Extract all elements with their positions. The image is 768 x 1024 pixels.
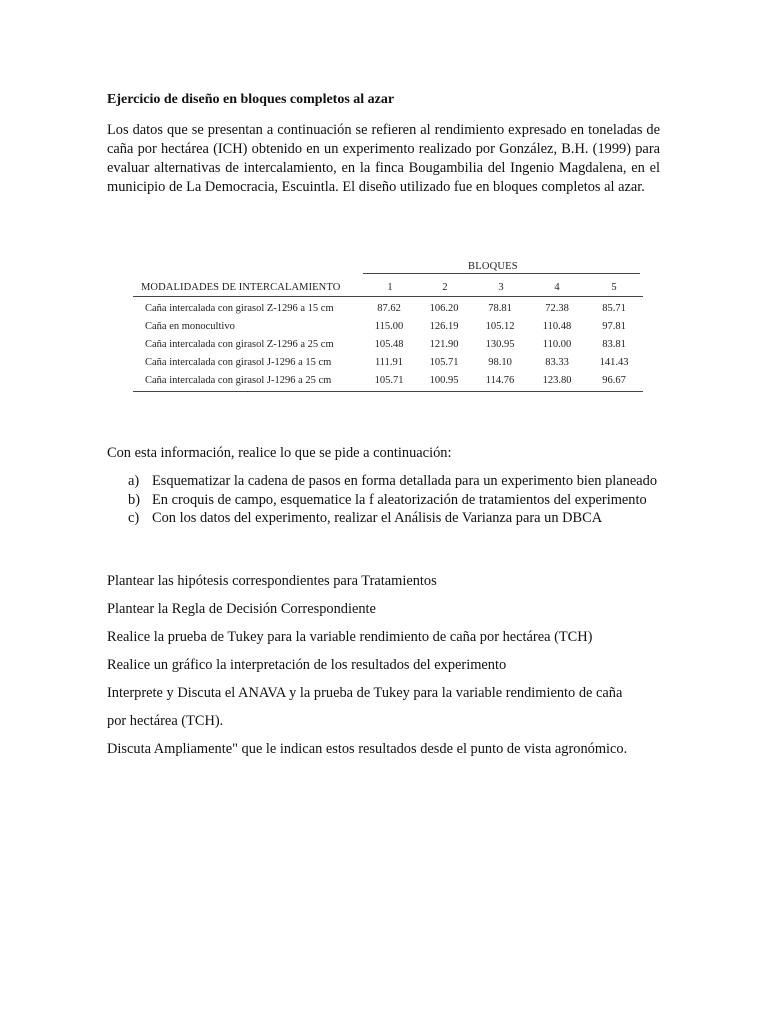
table-cell: 72.38	[545, 303, 569, 314]
table-row	[133, 321, 643, 339]
table-rule-header	[133, 296, 643, 297]
list-item	[107, 510, 660, 528]
paragraph: por hectárea (TCH).	[107, 713, 224, 729]
list-item-text: En croquis de campo, esquematice la f aleatorización de tratamientos del experimento	[152, 491, 647, 508]
paragraph: Plantear la Regla de Decisión Correspondiente	[107, 601, 376, 617]
data-table	[133, 258, 643, 394]
table-row-header: MODALIDADES DE INTERCALAMIENTO	[141, 282, 341, 293]
paragraph: Plantear las hipótesis correspondientes para Tratamientos	[107, 573, 437, 589]
table-cell: 106.20	[429, 303, 459, 314]
list-marker: c)	[128, 510, 140, 526]
paragraph: Discuta Ampliamente" que le indican estos resultados desde el punto de vista agronómico.	[107, 741, 628, 757]
table-row-label: Caña en monocultivo	[145, 321, 235, 332]
document-title: Ejercicio de diseño en bloques completos al azar	[107, 92, 395, 107]
table-cell: 98.10	[488, 357, 512, 368]
list-marker: b)	[128, 491, 140, 508]
table-cell: 114.76	[485, 375, 515, 386]
table-column-header: 5	[611, 282, 617, 293]
table-cell: 87.62	[377, 303, 401, 314]
table-column-header: 2	[442, 282, 448, 293]
list-item-text: Con los datos del experimento, realizar el Análisis de Varianza para un DBCA	[152, 510, 603, 526]
table-cell: 105.12	[485, 321, 515, 332]
table-cell: 115.00	[374, 321, 404, 332]
table-cell: 85.71	[602, 303, 626, 314]
table-rule-bottom	[133, 391, 643, 392]
table-column-header: 4	[554, 282, 560, 293]
table-group-header: BLOQUES	[468, 261, 518, 272]
list-item-text: Esquematizar la cadena de pasos en forma detallada para un experimento bien planeado	[152, 473, 658, 489]
table-cell: 110.00	[542, 339, 572, 350]
table-row	[133, 357, 643, 375]
table-row-label: Caña intercalada con girasol Z-1296 a 25 cm	[145, 339, 334, 350]
list-marker: a)	[128, 473, 140, 489]
task-list	[107, 473, 660, 529]
table-cell: 111.91	[374, 357, 404, 368]
table-row-label: Caña intercalada con girasol J-1296 a 15 cm	[145, 357, 332, 368]
table-cell: 105.71	[374, 375, 404, 386]
table-cell: 105.71	[429, 357, 459, 368]
instructions-intro: Con esta información, realice lo que se pide a continuación:	[107, 445, 452, 461]
table-cell: 97.81	[602, 321, 626, 332]
table-row	[133, 339, 643, 357]
table-cell: 83.33	[545, 357, 569, 368]
table-row-label: Caña intercalada con girasol J-1296 a 25 cm	[145, 375, 332, 386]
table-cell: 130.95	[485, 339, 515, 350]
table-rule-bloques	[363, 273, 640, 274]
table-cell: 105.48	[374, 339, 404, 350]
table-cell: 121.90	[429, 339, 459, 350]
table-cell: 78.81	[488, 303, 512, 314]
table-row	[133, 303, 643, 321]
list-item	[107, 492, 660, 510]
table-cell: 100.95	[429, 375, 459, 386]
paragraph: Realice la prueba de Tukey para la variable rendimiento de caña por hectárea (TCH)	[107, 629, 593, 645]
table-cell: 110.48	[542, 321, 572, 332]
table-column-header: 3	[498, 282, 504, 293]
table-cell: 123.80	[542, 375, 572, 386]
table-cell: 141.43	[599, 357, 629, 368]
list-item	[107, 473, 660, 491]
paragraph: Interprete y Discuta el ANAVA y la prueba de Tukey para la variable rendimiento de caña	[107, 685, 623, 701]
intro-paragraph: Los datos que se presentan a continuación se refieren al rendimiento expresado en toneladas de caña por hectárea (ICH) obtenido en un experimento realizado por González, B.H. (1999) para evaluar alternativas de intercalamiento, en la finca Bougambilia del Ingenio Magdalena, en el municipio de La Democracia, Escuintla. El diseño utilizado fue en bloques completos al azar.	[107, 122, 660, 195]
table-cell: 96.67	[602, 375, 626, 386]
table-cell: 83.81	[602, 339, 626, 350]
paragraph: Realice un gráfico la interpretación de los resultados del experimento	[107, 657, 507, 673]
table-cell: 126.19	[429, 321, 459, 332]
table-column-header: 1	[387, 282, 393, 293]
table-row-label: Caña intercalada con girasol Z-1296 a 15 cm	[145, 303, 334, 314]
